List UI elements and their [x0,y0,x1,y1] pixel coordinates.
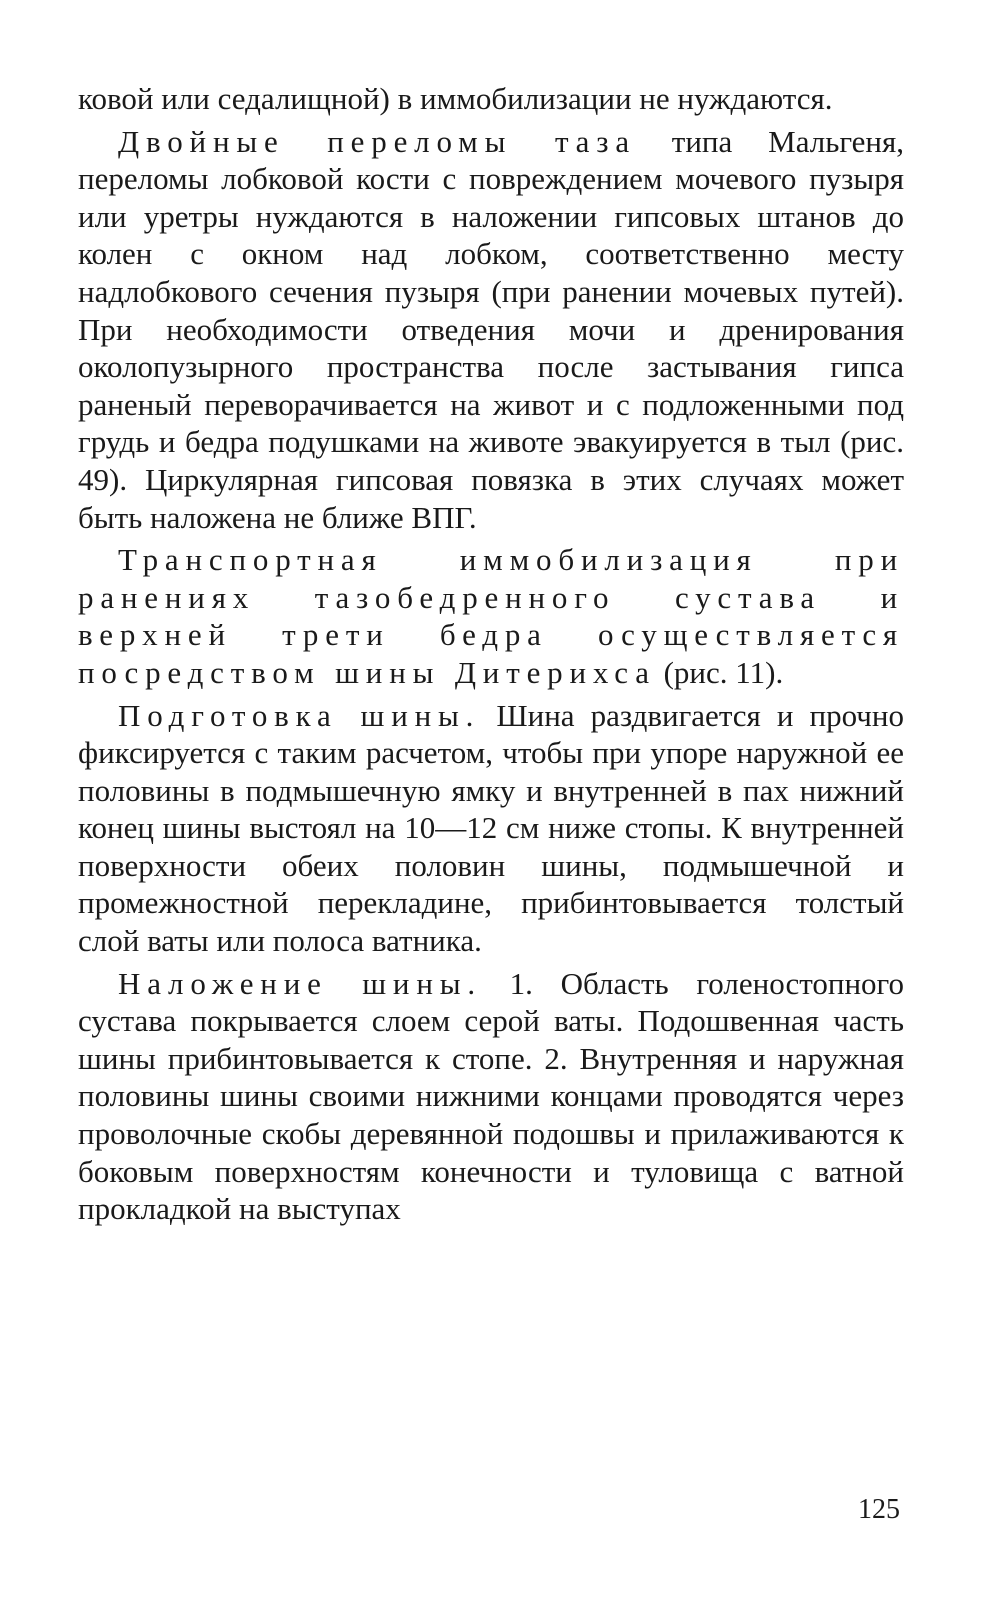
paragraph-lead: Транспортная иммобилизация при ранениях тазобедренного сустава и верхней трети бедра осуществляется посредством шины Дитерихса [78,542,904,690]
paragraph-text: Шина раздвигается и прочно фиксируется с таким расчетом, чтобы при упоре наружной ее половины в подмышечную ямку и внутренней в пах нижний конец шины выстоял на 10—12 см ниже стопы. К внутренней поверхности обеих половин шины, подмышечной и промежностной перекладине, прибинтовывается толстый слой ваты или полоса ватника. [78,697,904,959]
paragraph-text: 1. Область голеностопного сустава покрывается слоем серой ваты. Подошвенная часть шины прибинтовывается к стопе. 2. Внутренняя и наружная половины шины своими нижними концами проводятся через проволочные скобы деревянной подошвы и прилаживаются к боковым поверхностям конечности и туловища с ватной прокладкой на выступах [78,965,904,1227]
paragraph-splint-preparation [78,697,904,960]
page-body [78,80,904,1228]
page-number: 125 [858,1494,900,1525]
paragraph-lead: Подготовка шины. [118,697,481,733]
paragraph-double-fractures [78,123,904,537]
paragraph-continuation [78,80,904,118]
paragraph-lead: Двойные переломы таза [118,123,636,159]
paragraph-text: (рис. 11). [655,654,784,690]
paragraph-lead: Наложение шины. [118,965,482,1001]
paragraph-transport-immobilization [78,541,904,691]
paragraph-text: ковой или седалищной) в иммобилизации не нуждаются. [78,81,833,116]
paragraph-text: типа Мальгеня, переломы лобковой кости с повреждением мочевого пузыря или уретры нуждаются в наложении гипсовых штанов до колен с окном над лобком, соответственно месту надлобкового сечения пузыря (при ранении мочевых путей). При необходимости отведения мочи и дренирования околопузырного пространства после застывания гипса раненый переворачивается на живот и с подложенными под грудь и бедра подушками на животе эвакуируется в тыл (рис. 49). Циркулярная гипсовая повязка в этих случаях может быть наложена не ближе ВПГ. [78,123,905,535]
paragraph-splint-application [78,965,904,1228]
